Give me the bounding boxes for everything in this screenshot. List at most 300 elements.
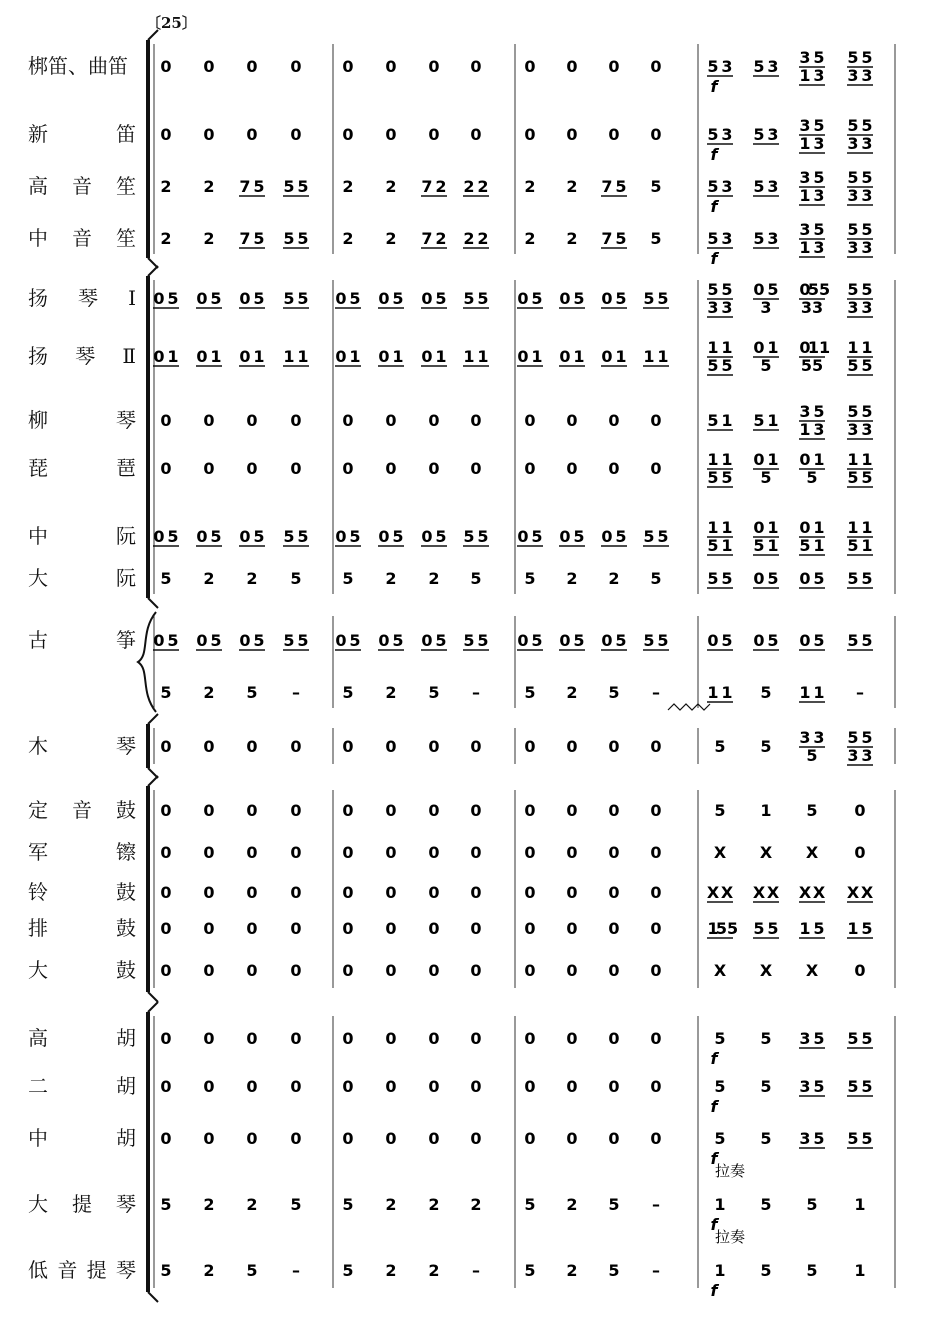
- note: 1: [721, 411, 733, 430]
- note: 0: [470, 961, 482, 980]
- note: 0: [559, 527, 571, 546]
- zheng-note: 5: [760, 683, 772, 702]
- note: 2: [470, 1195, 482, 1214]
- note: 3: [721, 125, 733, 144]
- note: 0: [566, 125, 578, 144]
- note: 3: [861, 66, 873, 85]
- zheng-note: 0: [707, 631, 719, 650]
- note: 11: [807, 338, 831, 357]
- note: 0: [753, 569, 765, 588]
- note: 3: [799, 220, 811, 239]
- note: 0: [566, 459, 578, 478]
- note: 5: [847, 536, 859, 555]
- note: 1: [643, 347, 655, 366]
- note: 5: [847, 48, 859, 67]
- note: 0: [160, 961, 172, 980]
- note: 2: [477, 229, 489, 248]
- note: 0: [203, 1129, 215, 1148]
- note: 1: [721, 536, 733, 555]
- note: 0: [203, 801, 215, 820]
- note: 5: [297, 289, 309, 308]
- note: 2: [428, 1261, 440, 1280]
- note: 0: [290, 961, 302, 980]
- note: 0: [160, 1029, 172, 1048]
- zheng-note: 5: [524, 683, 536, 702]
- zheng-note: 0: [601, 631, 613, 650]
- note: X: [766, 883, 780, 902]
- zheng-note: 5: [167, 631, 179, 650]
- note: 3: [721, 57, 733, 76]
- note: 1: [721, 518, 733, 537]
- note: 5: [806, 1261, 818, 1280]
- note: –: [472, 1261, 480, 1280]
- note: 5: [707, 280, 719, 299]
- note: 0: [608, 125, 620, 144]
- note: 5: [210, 289, 222, 308]
- note: 0: [566, 57, 578, 76]
- note: 0: [246, 57, 258, 76]
- note: 5: [657, 289, 669, 308]
- note: 2: [203, 569, 215, 588]
- note: 0: [559, 289, 571, 308]
- note: 0: [517, 289, 529, 308]
- note: 3: [847, 298, 859, 317]
- zheng-note: 0: [239, 631, 251, 650]
- note: 5: [861, 168, 873, 187]
- note: 5: [477, 527, 489, 546]
- note: 0: [428, 125, 440, 144]
- note: 0: [239, 527, 251, 546]
- note: 5: [813, 220, 825, 239]
- note: 1: [253, 347, 265, 366]
- note: 5: [760, 356, 772, 375]
- note: 0: [239, 289, 251, 308]
- dynamic-mark: f: [710, 1149, 718, 1168]
- note: 5: [760, 737, 772, 756]
- note: 1: [721, 450, 733, 469]
- note: 0: [290, 843, 302, 862]
- note: 0: [160, 919, 172, 938]
- instrument-label: 中胡: [28, 1126, 136, 1150]
- note: 3: [813, 186, 825, 205]
- note: 7: [239, 177, 251, 196]
- note: 5: [813, 402, 825, 421]
- note: 3: [847, 186, 859, 205]
- note: 0: [608, 883, 620, 902]
- note: 3: [799, 116, 811, 135]
- note: 0: [854, 961, 866, 980]
- note: 5: [573, 289, 585, 308]
- note: 0: [342, 1129, 354, 1148]
- zheng-note: 1: [813, 683, 825, 702]
- note: 0: [385, 459, 397, 478]
- note: 0: [385, 57, 397, 76]
- note: 5: [806, 468, 818, 487]
- note: 0: [290, 801, 302, 820]
- note: X: [805, 843, 819, 862]
- note: 0: [342, 801, 354, 820]
- zheng-note: 5: [253, 631, 265, 650]
- note: 0: [470, 57, 482, 76]
- zheng-note: 2: [203, 683, 215, 702]
- note: X: [805, 961, 819, 980]
- note: 2: [246, 569, 258, 588]
- note: 5: [714, 737, 726, 756]
- note: 5: [615, 289, 627, 308]
- note: 1: [847, 919, 859, 938]
- instrument-label: 大阮: [28, 566, 136, 590]
- note: 5: [753, 229, 765, 248]
- brace-zheng: [138, 612, 156, 712]
- note: 0: [385, 961, 397, 980]
- zheng-note: 5: [615, 631, 627, 650]
- note: 1: [435, 347, 447, 366]
- note: 1: [813, 518, 825, 537]
- note: 0: [342, 57, 354, 76]
- note: X: [759, 961, 773, 980]
- note: 0: [428, 919, 440, 938]
- note: 0: [290, 125, 302, 144]
- dynamic-mark: f: [710, 1215, 718, 1234]
- note: 7: [239, 229, 251, 248]
- note: 5: [813, 168, 825, 187]
- note: 5: [707, 229, 719, 248]
- note: 5: [707, 468, 719, 487]
- note: 1: [767, 536, 779, 555]
- note: 5: [806, 801, 818, 820]
- note: 0: [342, 459, 354, 478]
- note: 0: [650, 411, 662, 430]
- note: 0: [650, 737, 662, 756]
- note: 3: [861, 420, 873, 439]
- note: 5: [470, 569, 482, 588]
- note: 5: [524, 1261, 536, 1280]
- note: 2: [566, 1195, 578, 1214]
- note: 1: [847, 518, 859, 537]
- zheng-note: –: [472, 683, 480, 702]
- note: 0: [470, 883, 482, 902]
- note: 0: [153, 527, 165, 546]
- note: 1: [531, 347, 543, 366]
- note: 0: [246, 459, 258, 478]
- note: 0: [650, 883, 662, 902]
- note: 0: [524, 883, 536, 902]
- note: 0: [342, 1077, 354, 1096]
- dynamic-mark: f: [710, 197, 718, 216]
- note: 0: [608, 57, 620, 76]
- note: 1: [167, 347, 179, 366]
- note: 0: [342, 125, 354, 144]
- note: 0: [342, 843, 354, 862]
- note: 5: [531, 289, 543, 308]
- note: 0: [378, 527, 390, 546]
- note: 0: [385, 1077, 397, 1096]
- note: 5: [707, 125, 719, 144]
- note: 3: [767, 125, 779, 144]
- note: 3: [813, 238, 825, 257]
- note: 0: [160, 459, 172, 478]
- instrument-label: 琵琶: [28, 456, 136, 480]
- note: 0: [650, 125, 662, 144]
- note: 5: [643, 289, 655, 308]
- note: 3: [847, 66, 859, 85]
- note: 1: [767, 450, 779, 469]
- note: 0: [342, 411, 354, 430]
- note: 0: [650, 843, 662, 862]
- note: 0: [342, 737, 354, 756]
- note: 2: [566, 569, 578, 588]
- note: 0: [385, 411, 397, 430]
- note: 2: [385, 1195, 397, 1214]
- note: 1: [799, 238, 811, 257]
- note: 0: [160, 1077, 172, 1096]
- note: –: [652, 1261, 660, 1280]
- instrument-label: 木琴: [28, 734, 136, 758]
- note: 0: [239, 347, 251, 366]
- note: 0: [650, 961, 662, 980]
- note: 0: [196, 527, 208, 546]
- zheng-note: 5: [283, 631, 295, 650]
- note: 0: [566, 919, 578, 938]
- note: 0: [524, 1029, 536, 1048]
- note: 1: [854, 1195, 866, 1214]
- note: 0: [566, 1029, 578, 1048]
- instrument-label: 大提琴: [28, 1192, 136, 1216]
- note: 0: [753, 450, 765, 469]
- note: 5: [707, 356, 719, 375]
- note: 3: [721, 177, 733, 196]
- note: 2: [342, 177, 354, 196]
- dynamic-mark: f: [710, 1097, 718, 1116]
- note: 3: [847, 238, 859, 257]
- note: 0: [524, 961, 536, 980]
- note: 5: [643, 527, 655, 546]
- note: 0: [470, 801, 482, 820]
- note: 0: [203, 125, 215, 144]
- note: 0: [608, 961, 620, 980]
- note: 1: [767, 518, 779, 537]
- note: 5: [349, 289, 361, 308]
- instrument-label: 梆笛、曲笛: [28, 54, 128, 78]
- zheng-note: –: [292, 683, 300, 702]
- note: X: [860, 883, 874, 902]
- note: 2: [435, 229, 447, 248]
- note: 5: [813, 569, 825, 588]
- note: 1: [760, 801, 772, 820]
- note: 1: [799, 420, 811, 439]
- note: 5: [707, 177, 719, 196]
- note: 0: [428, 737, 440, 756]
- instrument-label: 大鼓: [28, 958, 136, 982]
- note: 5: [861, 116, 873, 135]
- note: 5: [283, 177, 295, 196]
- note: 0: [428, 1029, 440, 1048]
- note: 3: [799, 1077, 811, 1096]
- note: 5: [861, 220, 873, 239]
- zheng-note: 0: [517, 631, 529, 650]
- note: 5: [813, 116, 825, 135]
- note: 2: [203, 1261, 215, 1280]
- zheng-note: 5: [428, 683, 440, 702]
- note: 5: [847, 168, 859, 187]
- note: 5: [707, 57, 719, 76]
- note: 5: [813, 919, 825, 938]
- zheng-note: 1: [721, 683, 733, 702]
- note: 1: [210, 347, 222, 366]
- note: 0: [428, 883, 440, 902]
- note: 0: [203, 1077, 215, 1096]
- note: 0: [470, 1129, 482, 1148]
- note: 5: [847, 116, 859, 135]
- dynamic-mark: f: [710, 145, 718, 164]
- note: 0: [650, 919, 662, 938]
- note: 0: [290, 1077, 302, 1096]
- note: 5: [714, 1029, 726, 1048]
- note: 2: [477, 177, 489, 196]
- note: 5: [760, 1261, 772, 1280]
- note: 3: [799, 48, 811, 67]
- note: 2: [566, 177, 578, 196]
- note: 5: [847, 569, 859, 588]
- dynamic-mark: f: [710, 249, 718, 268]
- note: 5: [392, 289, 404, 308]
- note: 5: [650, 229, 662, 248]
- zheng-note: 5: [861, 631, 873, 650]
- zheng-note: 5: [721, 631, 733, 650]
- note: 0: [342, 961, 354, 980]
- zheng-note: 2: [385, 683, 397, 702]
- note: 0: [601, 289, 613, 308]
- note: 5: [861, 1029, 873, 1048]
- note: 5: [847, 402, 859, 421]
- note: 0: [160, 57, 172, 76]
- note: X: [798, 883, 812, 902]
- note: 1: [573, 347, 585, 366]
- note: 0: [246, 125, 258, 144]
- note: 0: [290, 1029, 302, 1048]
- note: 3: [707, 298, 719, 317]
- note: 0: [608, 737, 620, 756]
- note: 3: [813, 134, 825, 153]
- note: 0: [196, 347, 208, 366]
- note: 5: [767, 280, 779, 299]
- zheng-note: 5: [573, 631, 585, 650]
- note: 2: [385, 177, 397, 196]
- note: 1: [297, 347, 309, 366]
- note: 1: [861, 536, 873, 555]
- zheng-note: 1: [707, 683, 719, 702]
- note: 5: [714, 1077, 726, 1096]
- note: 0: [428, 961, 440, 980]
- note: 0: [524, 411, 536, 430]
- note: 7: [601, 177, 613, 196]
- note: 0: [246, 1129, 258, 1148]
- note: 0: [246, 1077, 258, 1096]
- note: 5: [167, 527, 179, 546]
- note: 5: [753, 125, 765, 144]
- note: 0: [517, 527, 529, 546]
- note: 5: [847, 468, 859, 487]
- technique-text: 拉奏: [714, 1162, 746, 1180]
- note: 0: [753, 280, 765, 299]
- note: 55: [715, 919, 739, 938]
- note: 3: [767, 229, 779, 248]
- note: 5: [707, 569, 719, 588]
- note: 0: [799, 280, 811, 299]
- note: 5: [753, 177, 765, 196]
- note: 5: [290, 569, 302, 588]
- note: 5: [760, 468, 772, 487]
- note: 5: [861, 468, 873, 487]
- note: 0: [246, 1029, 258, 1048]
- zheng-note: 0: [335, 631, 347, 650]
- note: 2: [160, 177, 172, 196]
- dynamic-mark: f: [710, 77, 718, 96]
- note: 2: [428, 569, 440, 588]
- note: 5: [167, 289, 179, 308]
- instrument-label: 扬琴Ⅱ: [28, 344, 136, 368]
- note: 0: [428, 57, 440, 76]
- note: 5: [342, 1261, 354, 1280]
- note: 1: [707, 919, 719, 938]
- note: 0: [854, 801, 866, 820]
- note: 1: [615, 347, 627, 366]
- note: 7: [421, 177, 433, 196]
- note: 5: [297, 527, 309, 546]
- note: 1: [847, 338, 859, 357]
- note: 0: [753, 338, 765, 357]
- note: 5: [753, 411, 765, 430]
- zheng-note: 5: [349, 631, 361, 650]
- note: 0: [290, 57, 302, 76]
- note: 5: [760, 1195, 772, 1214]
- note: 1: [349, 347, 361, 366]
- note: 0: [290, 459, 302, 478]
- note: 0: [385, 919, 397, 938]
- note: 0: [385, 125, 397, 144]
- note: 5: [707, 411, 719, 430]
- note: 1: [847, 450, 859, 469]
- note: 5: [524, 1195, 536, 1214]
- note: 5: [297, 229, 309, 248]
- glissando: [668, 704, 710, 710]
- note: 2: [435, 177, 447, 196]
- note: 33: [800, 298, 824, 317]
- note: 1: [477, 347, 489, 366]
- note: 0: [470, 1077, 482, 1096]
- note: 0: [566, 1077, 578, 1096]
- note: 2: [428, 1195, 440, 1214]
- note: 0: [160, 737, 172, 756]
- note: 3: [861, 746, 873, 765]
- note: 5: [714, 801, 726, 820]
- instrument-label: 排鼓: [28, 916, 136, 940]
- note: 0: [650, 57, 662, 76]
- note: 5: [847, 280, 859, 299]
- note: 0: [428, 801, 440, 820]
- note: 5: [847, 728, 859, 747]
- note: 0: [650, 459, 662, 478]
- note: 0: [290, 411, 302, 430]
- note: 5: [721, 569, 733, 588]
- rehearsal-mark: 〔25〕: [146, 14, 197, 32]
- note: 5: [753, 57, 765, 76]
- note: 2: [566, 229, 578, 248]
- note: 1: [283, 347, 295, 366]
- note: 0: [203, 57, 215, 76]
- zheng-note: 0: [153, 631, 165, 650]
- note: 0: [608, 843, 620, 862]
